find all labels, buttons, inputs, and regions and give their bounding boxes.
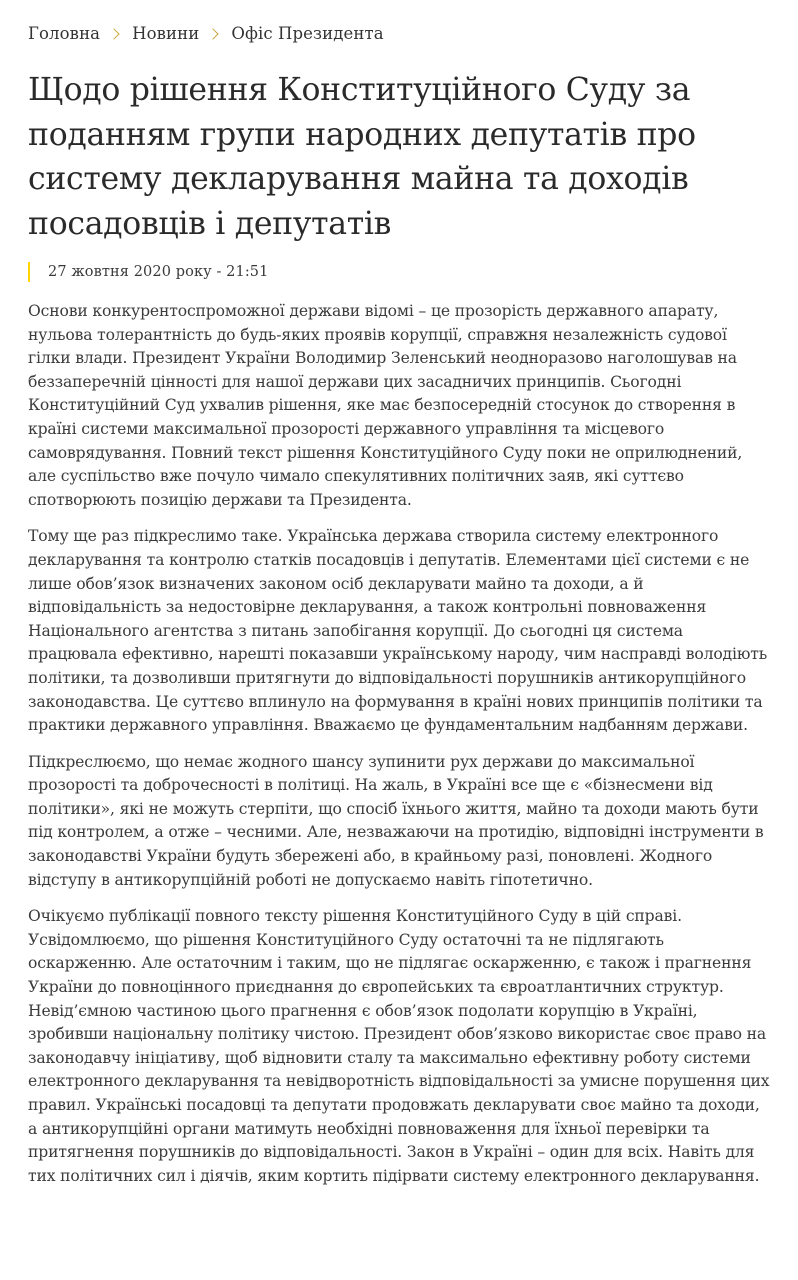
breadcrumb-item-president-office[interactable]: Офіс Президента: [231, 24, 384, 43]
article-title: Щодо рішення Конституційного Суду за поданням групи народних депутатів про систему декларування майна та доходів посадовців і депутатів: [28, 72, 696, 242]
article-body: [28, 300, 773, 1201]
article-paragraph: Очікуємо публікації повного тексту рішення Конституційного Суду в цій справі. Усвідомлюємо, що рішення Конституційного Суду остаточні та не підлягають оскарженню. Але остаточним і таким, що не підлягає оскарженню, є також і прагнення України до повноцінного приєднання до європейських та євроатлантичних структур. Невід’ємною частиною цього прагнення є обов’язок подолати корупцію в Україні, зробивши національну політику чистою. Президент обов’язково використає своє право на законодавчу ініціативу, щоб відновити сталу та максимально ефективну роботу системи електронного декларування та невідворотність відповідальності за умисне порушення цих правил. Українські посадовці та депутати продовжать декларувати своє майно та доходи, а антикорупційні органи матимуть необхідні повноваження для їхньої перевірки та притягнення порушників до відповідальності. Закон в Україні – один для всіх. Навіть для тих політичних сил і діячів, яким кортить підірвати систему електронного декларування.: [28, 907, 770, 1185]
chevron-right-icon: [208, 28, 219, 39]
date-accent-bar: [28, 262, 30, 282]
article-paragraph: Основи конкурентоспроможної держави відомі – це прозорість державного апарату, нульова толерантність до будь-яких проявів корупції, справжня незалежність судової гілки влади. Президент України Володимир Зеленський неодноразово наголошував на беззаперечній цінності для нашої держави цих засадничих принципів. Сьогодні Конституційний Суд ухвалив рішення, яке має безпосередній стосунок до створення в країні системи максимальної прозорості державного управління та місцевого самоврядування. Повний текст рішення Конституційного Суду поки не оприлюднений, але суспільство вже почуло чимало спекулятивних політичних заяв, які суттєво спотворюють позицію держави та Президента.: [28, 302, 743, 509]
chevron-right-icon: [108, 28, 119, 39]
article-paragraph: Тому ще раз підкреслимо таке. Українська держава створила систему електронного декларування та контролю статків посадовців і депутатів. Елементами цієї системи є не лише обов’язок визначених законом осіб декларувати майно та доходи, а й відповідальність за недостовірне декларування, а також контрольні повноваження Національного агентства з питань запобігання корупції. До сьогодні ця система працювала ефективно, нарешті показавши українському народу, чим насправді володіють політики, та дозволивши притягнути до відповідальності порушників антикорупційного законодавства. Це суттєво вплинуло на формування в країні нових принципів політики та практики державного управління. Вважаємо це фундаментальним надбанням держави.: [28, 527, 768, 735]
breadcrumb: [28, 24, 384, 43]
article-meta: [28, 261, 268, 283]
article-paragraph: Підкреслюємо, що немає жодного шансу зупинити рух держави до максимальної прозорості та доброчесності в політиці. На жаль, в Україні все ще є «бізнесмени від політики», які не можуть стерпіти, що спосіб їхнього життя, майно та доходи мають бути під контролем, а отже – чесними. Але, незважаючи на протидію, відповідні інструменти в законодавстві України будуть збережені або, в крайньому разі, поновлені. Жодного відступу в антикорупційній роботі не допускаємо навіть гіпотетично.: [28, 752, 764, 889]
breadcrumb-item-home[interactable]: Головна: [28, 24, 101, 43]
breadcrumb-item-news[interactable]: Новини: [132, 24, 200, 43]
article-date: 27 жовтня 2020 року - 21:51: [48, 264, 269, 280]
